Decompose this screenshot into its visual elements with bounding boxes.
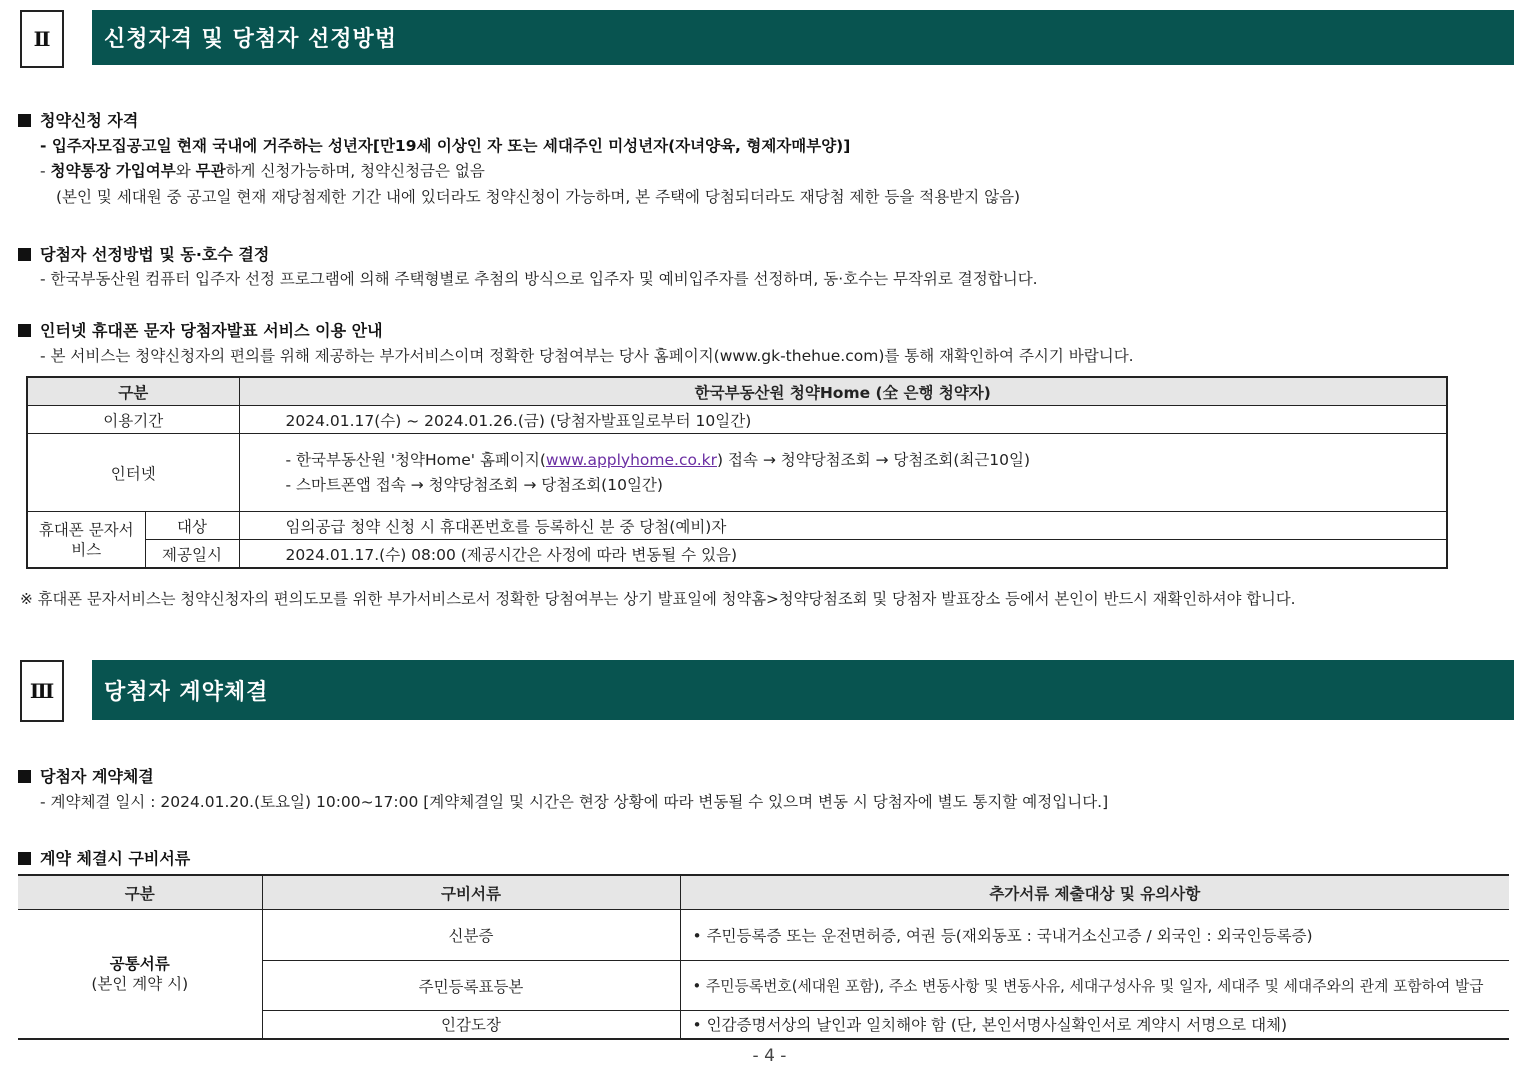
section-number-box: [20, 660, 64, 722]
notice-line-1: - 본 서비스는 청약신청자의 편의를 위해 제공하는 부가서비스이며 정확한 당첨여부는 당사 홈페이지(www.gk-thehue.com)를 통해 재확인하여 주시기 바랍니다.: [40, 347, 1134, 365]
document-note: • 인감증명서상의 날인과 일치해야 함 (단, 본인서명사실확인서로 계약시 서명으로 대체): [692, 1016, 1288, 1035]
text: - 한국부동산원 '청약Home' 홈페이지(: [285, 450, 546, 469]
page-number: - 4 -: [752, 1046, 787, 1066]
row-value: 2024.01.17(수) ~ 2024.01.26.(금) (당첨자발표일로부터 10일간): [239, 406, 1447, 434]
section-title: 당첨자 계약체결: [104, 679, 269, 705]
applyhome-link[interactable]: www.applyhome.co.kr: [545, 450, 717, 469]
documents-heading: [18, 846, 190, 869]
table-header-cell: 구분: [27, 377, 239, 406]
document-note: • 주민등록번호(세대원 포함), 주소 변동사항 및 변동사유, 세대구성사유 및 일자, 세대주 및 세대주와의 관계 포함하여 발급: [680, 961, 1509, 1011]
table-row: [27, 406, 1447, 434]
row-value: 2024.01.17.(수) 08:00 (제공시간은 사정에 따라 변동될 수 있음): [239, 540, 1447, 569]
table-row: [27, 434, 1447, 512]
text: ) 접속 → 청약당첨조회 → 당첨조회(최근10일): [716, 450, 1031, 469]
square-bullet-icon: [18, 324, 31, 337]
heading-text: 당첨자 선정방법 및 동·호수 결정: [40, 245, 270, 264]
document-name: 신분증: [262, 910, 680, 961]
bold-text: 무관: [195, 162, 226, 180]
notification-service-table: [26, 376, 1448, 569]
internet-line-2: - 스마트폰앱 접속 → 청약당첨조회 → 당첨조회(10일간): [285, 475, 663, 494]
section-number: Ⅲ: [29, 679, 55, 703]
row-label: 인터넷: [27, 434, 239, 512]
section-title: 신청자격 및 당첨자 선정방법: [104, 27, 398, 52]
line-text: 와: [175, 162, 196, 180]
selection-line-1: - 한국부동산원 컴퓨터 입주자 선정 프로그램에 의해 주택형별로 추첨의 방식으로 입주자 및 예비입주자를 선정하며, 동·호수는 무작위로 결정합니다.: [40, 270, 1038, 288]
square-bullet-icon: [18, 770, 31, 783]
square-bullet-icon: [18, 114, 31, 127]
line-text: 하게 신청가능하며, 청약신청금은 없음: [225, 162, 485, 180]
group-title: 공통서류: [109, 954, 170, 973]
table-row: [18, 910, 1509, 961]
document-name: 인감도장: [262, 1011, 680, 1039]
contract-heading: [18, 764, 154, 787]
eligibility-line-2: [40, 159, 485, 181]
heading-text: 청약신청 자격: [40, 111, 139, 130]
table-row: [27, 377, 1447, 406]
eligibility-line-3: (본인 및 세대원 중 공고일 현재 재당첨제한 기간 내에 있더라도 청약신청이 가능하며, 본 주택에 당첨되더라도 재당첨 제한 등을 적용받지 않음): [56, 188, 1021, 206]
sub-label: 대상: [145, 512, 239, 540]
table-header-cell: 구비서류: [262, 875, 680, 910]
document-name: 주민등록표등본: [262, 961, 680, 1011]
line-prefix: -: [40, 162, 51, 180]
row-label: 이용기간: [27, 406, 239, 434]
heading-text: 당첨자 계약체결: [40, 767, 154, 786]
selection-heading: [18, 242, 269, 265]
section-number: Ⅱ: [33, 27, 51, 51]
group-subtitle: (본인 계약 시): [91, 974, 189, 993]
table-header-cell: 한국부동산원 청약Home (全 은행 청약자): [239, 377, 1447, 406]
bold-text: 청약통장 가입여부: [50, 162, 176, 180]
notice-heading: [18, 318, 383, 341]
table-row: [27, 512, 1447, 540]
square-bullet-icon: [18, 248, 31, 261]
table-row: [27, 540, 1447, 569]
table-header-cell: 추가서류 제출대상 및 유의사항: [680, 875, 1509, 910]
section-title-banner: [92, 10, 1514, 65]
section-title-banner: [92, 660, 1514, 720]
table-row: [18, 875, 1509, 910]
document-note: • 주민등록증 또는 운전면허증, 여권 등(재외동포 : 국내거소신고증 / 외국인 : 외국인등록증): [680, 910, 1509, 961]
text: 휴대폰 문자서비스: [38, 520, 134, 559]
group-label: [18, 910, 262, 1039]
section-number-box: [20, 10, 64, 68]
square-bullet-icon: [18, 852, 31, 865]
row-value: 임의공급 청약 신청 시 휴대폰번호를 등록하신 분 중 당첨(예비)자: [239, 512, 1447, 540]
required-documents-table: [18, 874, 1509, 1040]
internet-line-1: [286, 448, 1437, 473]
row-label: [27, 512, 145, 569]
heading-text: 인터넷 휴대폰 문자 당첨자발표 서비스 이용 안내: [40, 321, 383, 340]
row-value: [239, 434, 1447, 512]
eligibility-heading: [18, 108, 138, 131]
table-header-cell: 구분: [18, 875, 262, 910]
eligibility-line-1: - 입주자모집공고일 현재 국내에 거주하는 성년자[만19세 이상인 자 또는 세대주인 미성년자(자녀양육, 형제자매부양)]: [40, 137, 851, 155]
sub-label: 제공일시: [145, 540, 239, 569]
footnote: ※ 휴대폰 문자서비스는 청약신청자의 편의도모를 위한 부가서비스로서 정확한 당첨여부는 상기 발표일에 청약홈>청약당첨조회 및 당첨자 발표장소 등에서 본인이 반드시 재확인하셔야 합니다.: [20, 590, 1296, 608]
heading-text: 계약 체결시 구비서류: [40, 849, 191, 868]
contract-line-1: - 계약체결 일시 : 2024.01.20.(토요일) 10:00~17:00 [계약체결일 및 시간은 현장 상황에 따라 변동될 수 있으며 변동 시 당첨자에 별도 통지할 예정입니다.]: [40, 793, 1109, 811]
